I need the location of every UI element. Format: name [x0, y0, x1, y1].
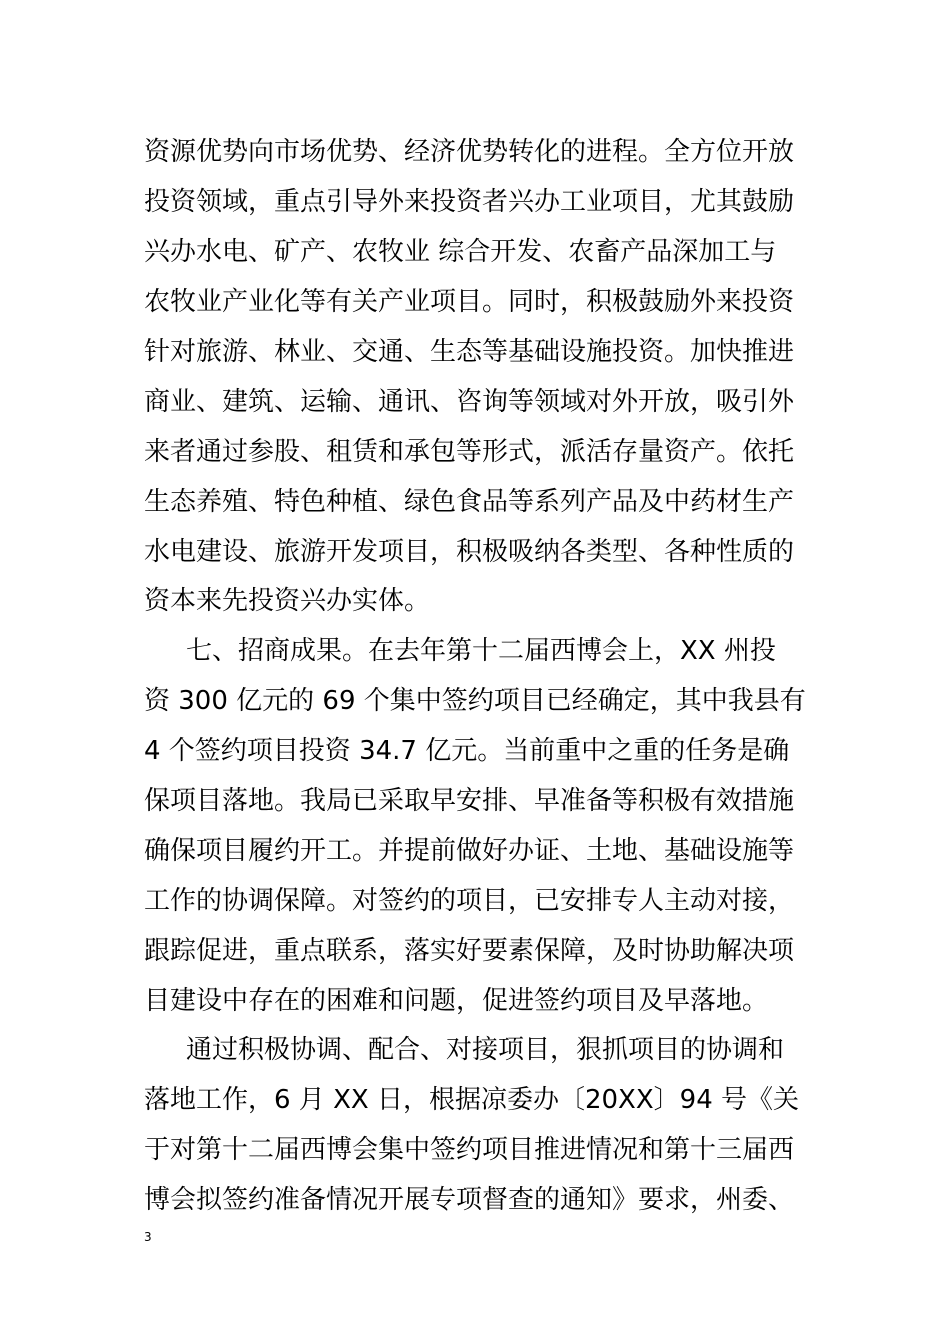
text-line: 4 个签约项目投资 34.7 亿元。当前重中之重的任务是确	[144, 736, 790, 766]
text-line: 跟踪促进，重点联系，落实好要素保障，及时协助解决项	[144, 936, 795, 966]
text-line: 水电建设、旅游开发项目，积极吸纳各类型、各种性质的	[144, 537, 795, 567]
text-line: 于对第十二届西博会集中签约项目推进情况和第十三届西	[144, 1135, 795, 1165]
text-line: 针对旅游、林业、交通、生态等基础设施投资。加快推进	[144, 337, 795, 367]
text-line: 投资领域，重点引导外来投资者兴办工业项目，尤其鼓励	[144, 187, 795, 217]
text-line: 确保项目履约开工。并提前做好办证、土地、基础设施等	[144, 836, 795, 866]
text-line: 资源优势向市场优势、经济优势转化的进程。全方位开放	[144, 137, 795, 167]
text-line: 农牧业产业化等有关产业项目。同时，积极鼓励外来投资	[144, 287, 795, 317]
paragraph-start-line: 七、招商成果。在去年第十二届西博会上，XX 州投	[186, 636, 776, 666]
text-line: 生态养殖、特色种植、绿色食品等系列产品及中药材生产	[144, 487, 795, 517]
page-number: 3	[144, 1230, 152, 1244]
text-line: 资 300 亿元的 69 个集中签约项目已经确定，其中我县有	[144, 686, 806, 716]
text-line: 资本来先投资兴办实体。	[144, 586, 431, 616]
text-line: 商业、建筑、运输、通讯、咨询等领域对外开放，吸引外	[144, 387, 795, 417]
text-line: 博会拟签约准备情况开展专项督查的通知》要求，州委、	[144, 1185, 795, 1215]
text-line: 目建设中存在的困难和问题，促进签约项目及早落地。	[144, 986, 769, 1016]
paragraph-start-line: 通过积极协调、配合、对接项目，狠抓项目的协调和	[186, 1035, 785, 1065]
text-line: 兴办水电、矿产、农牧业 综合开发、农畜产品深加工与	[144, 237, 777, 267]
text-line: 来者通过参股、租赁和承包等形式，派活存量资产。依托	[144, 437, 795, 467]
text-line: 保项目落地。我局已采取早安排、早准备等积极有效措施	[144, 786, 795, 816]
text-line: 落地工作，6 月 XX 日，根据凉委办〔20XX〕94 号《关	[144, 1085, 800, 1115]
text-line: 工作的协调保障。对签约的项目，已安排专人主动对接，	[144, 886, 795, 916]
